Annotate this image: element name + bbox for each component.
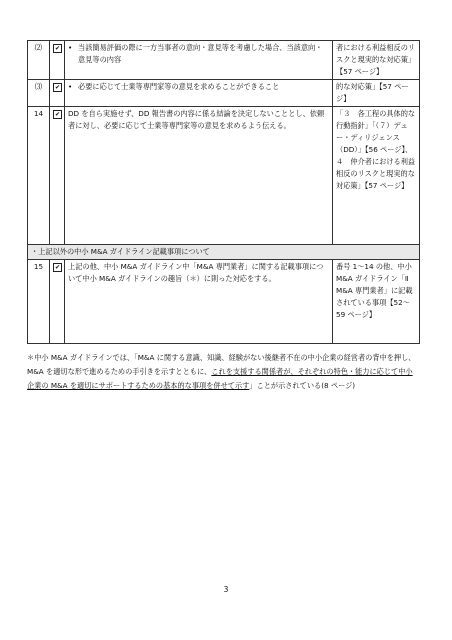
table-row [28, 80, 420, 107]
footnote-text: ＊中小 M&A ガイドラインでは、「M&A に関する意識、知識、経験がない後継者不在の中小企業の経営者の背中を押し、M&A を適切な形で進めるための手引きを示すとともに、 [27, 353, 416, 376]
checklist-table [27, 40, 420, 344]
footnote [27, 351, 419, 393]
footnote-text-end: 」ことが示されている(8 ページ) [249, 381, 356, 390]
checkbox-icon[interactable]: ✔ [54, 84, 61, 91]
table-row [28, 260, 420, 344]
row-number: 15 [28, 260, 50, 344]
section-header: ・上記以外の中小 M&A ガイドライン記載事項について [28, 245, 420, 260]
item-text: 上記の他、中小 M&A ガイドライン中「M&A 専門業者」に関する記載事項について中小 M&A ガイドラインの趣旨（＊）に則った対応をする。 [65, 260, 333, 344]
page-number: 3 [223, 585, 229, 594]
section-header-row [28, 245, 420, 260]
item-text: 必要に応じて士業等専門家等の意見を求めることができること [78, 82, 280, 91]
checkbox-icon[interactable]: ✔ [54, 264, 61, 271]
row-number: ⑶ [28, 80, 50, 107]
row-number: ⑵ [28, 41, 50, 80]
footnote-underlined-text: これを支援する関係者が、それぞれの特色・能力に応じて中小企業の M&A を適切にサポートするための基本的な事項を併せて示す [27, 367, 413, 390]
item-text: DD を自ら実施せず、DD 報告書の内容に係る結論を決定しないこととし、依頼者に対し、必要に応じて士業等専門家等の意見を求めるよう伝える。 [65, 107, 333, 245]
reference-text: 「３ 各工程の具体的な行動指針」「（７）デュー・ディリジェンス（DD）」【56 ページ】、４ 仲介者における利益相反のリスクと現実的な対応策」【57 ページ】 [333, 107, 420, 245]
reference-text: 番号 1～14 の他、中小 M&A ガイドライン「Ⅱ M&A 専門業者」に記載されている事項【52～59 ページ】 [333, 260, 420, 344]
table-row [28, 107, 420, 245]
reference-text: 者における利益相反のリスクと現実的な対応策」【57 ページ】 [333, 41, 420, 80]
bullet-icon: • [68, 43, 73, 52]
bullet-icon: • [68, 82, 73, 91]
checkbox-icon[interactable]: ✔ [54, 45, 61, 52]
row-number: 14 [28, 107, 50, 245]
checkbox-icon[interactable]: ✔ [54, 111, 61, 118]
table-row [28, 41, 420, 80]
reference-text: 的な対応策」【57 ページ】 [333, 80, 420, 107]
item-text: 当該簡易評価の際に一方当事者の意向・意見等を考慮した場合、当該意向・意見等の内容 [78, 43, 323, 64]
